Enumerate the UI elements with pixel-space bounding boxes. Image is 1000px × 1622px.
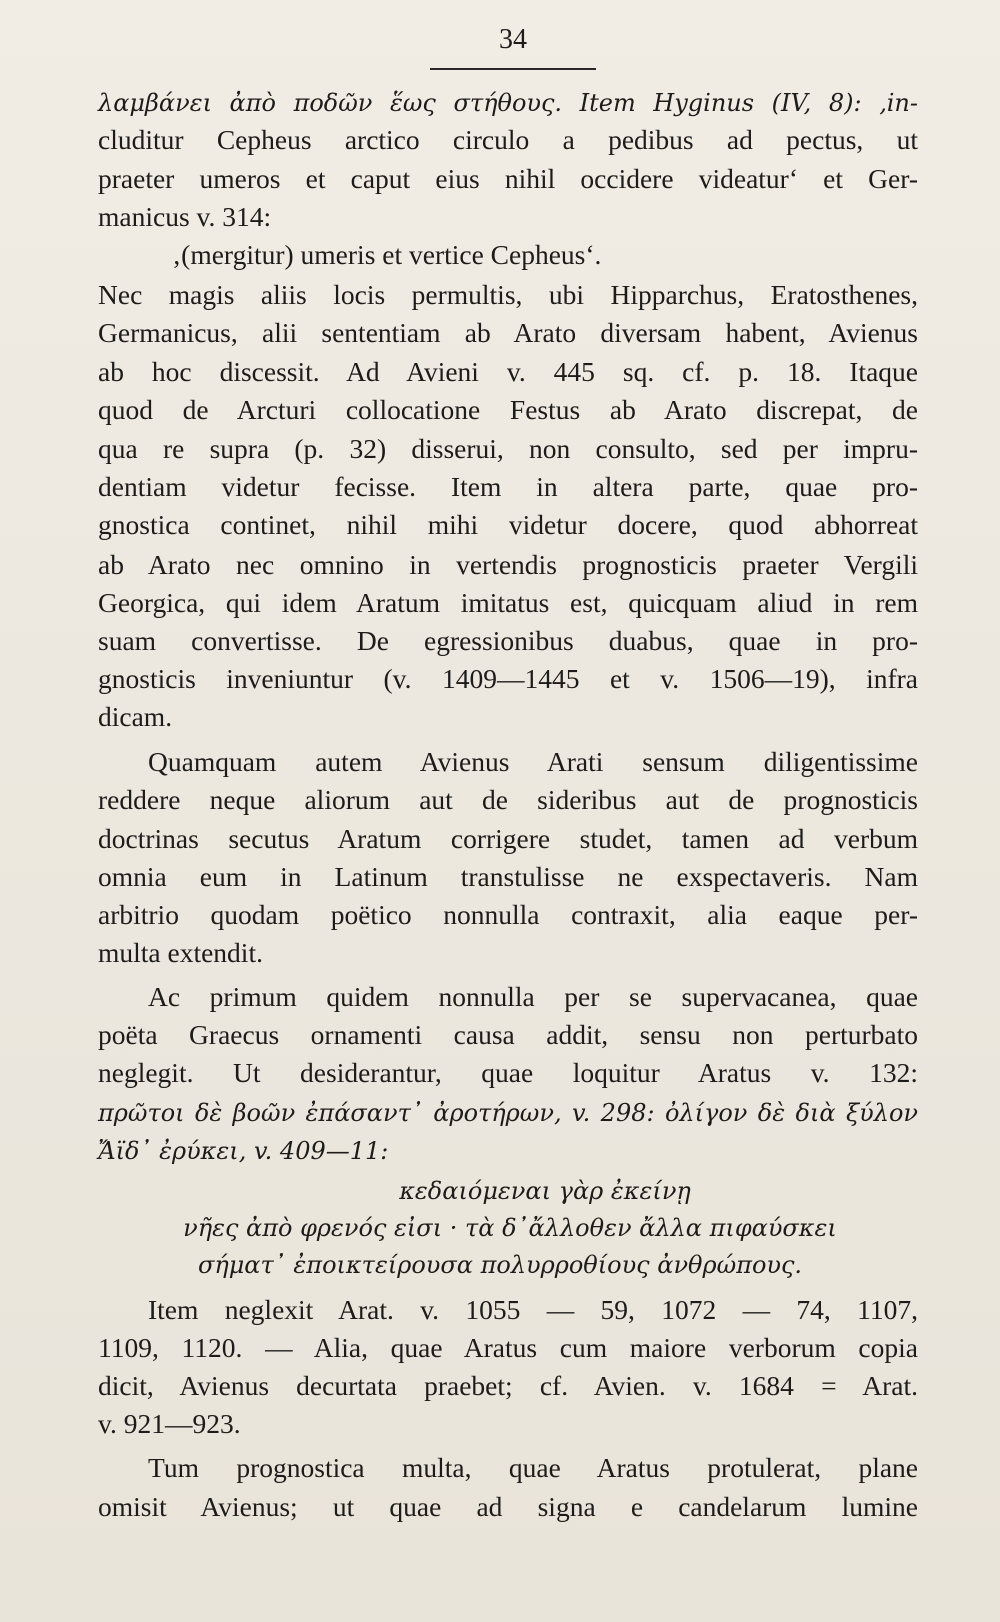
text-line: Quamquam autem Avienus Arati sensum diligentissime <box>148 746 918 777</box>
text-line: cluditur Cepheus arctico circulo a pedibus ad pectus, ut <box>98 124 918 155</box>
text-line: omisit Avienus; ut quae ad signa e candelarum lumine <box>98 1491 918 1522</box>
page-number: 34 <box>499 24 527 55</box>
text-line: ab Arato nec omnino in vertendis prognosticis praeter Vergili <box>98 549 918 580</box>
text-line: κεδαιόμεναι γὰρ ἐκείνῃ <box>399 1177 691 1205</box>
text-line: doctrinas secutus Aratum corrigere studet, tamen ad verbum <box>98 823 918 854</box>
text-line: Nec magis aliis locis permultis, ubi Hipparchus, Eratosthenes, <box>98 279 918 310</box>
text-line: πρῶτοι δὲ βοῶν ἐπάσαντ᾽ ἀροτήρων, v. 298: ὀλίγον δὲ διὰ ξύλον <box>98 1099 918 1127</box>
text-line: Ac primum quidem nonnulla per se supervacanea, quae <box>148 981 918 1012</box>
text-line: gnosticis inveniuntur (v. 1409—1445 et v. 1506—19), infra <box>98 663 918 694</box>
text-line: multa extendit. <box>98 937 263 968</box>
text-line: Georgica, qui idem Aratum imitatus est, quicquam aliud in rem <box>98 587 918 618</box>
text-line: v. 921—923. <box>98 1408 241 1439</box>
header-rule <box>430 68 596 70</box>
text-line: omnia eum in Latinum transtulisse ne exspectaveris. Nam <box>98 861 918 892</box>
text-line: quod de Arcturi collocatione Festus ab Arato discrepat, de <box>98 394 918 425</box>
text-line: σήματ᾽ ἐποικτείρουσα πολυρροθίους ἀνθρώπους. <box>197 1251 803 1279</box>
text-line: νῆες ἀπὸ φρενός εἰσι · τὰ δ᾽ἄλλοθεν ἄλλα πιφαύσκει <box>183 1214 837 1242</box>
text-line: Item neglexit Arat. v. 1055 — 59, 1072 — 74, 1107, <box>148 1294 918 1325</box>
text-line: dicam. <box>98 701 173 732</box>
text-line: arbitrio quodam poëtico nonnulla contraxit, alia eaque per- <box>98 899 918 930</box>
text-line: reddere neque aliorum aut de sideribus aut de prognosticis <box>98 784 918 815</box>
text-line: suam convertisse. De egressionibus duabus, quae in pro- <box>98 625 918 656</box>
text-line: praeter umeros et caput eius nihil occidere videatur‘ et Ger- <box>98 163 918 194</box>
text-line: Ἄϊδ᾽ ἐρύκει, v. 409—11: <box>98 1137 389 1165</box>
text-line: Tum prognostica multa, quae Aratus protulerat, plane <box>148 1452 918 1483</box>
text-line: 1109, 1120. — Alia, quae Aratus cum maiore verborum copia <box>98 1332 918 1363</box>
text-line: ‚(mergitur) umeris et vertice Cepheus‘. <box>172 239 602 270</box>
text-line: λαμβάνει ἀπὸ ποδῶν ἕως στήθους. Item Hyginus (IV, 8): ‚in- <box>98 89 918 117</box>
text-line: qua re supra (p. 32) disserui, non consulto, sed per impru- <box>98 433 918 464</box>
text-line: neglegit. Ut desiderantur, quae loquitur Aratus v. 132: <box>98 1057 918 1088</box>
text-line: dicit, Avienus decurtata praebet; cf. Avien. v. 1684 = Arat. <box>98 1370 918 1401</box>
text-line: poëta Graecus ornamenti causa addit, sensu non perturbato <box>98 1019 918 1050</box>
text-line: gnostica continet, nihil mihi videtur docere, quod abhorreat <box>98 509 918 540</box>
text-line: ab hoc discessit. Ad Avieni v. 445 sq. cf. p. 18. Itaque <box>98 356 918 387</box>
text-line: Germanicus, alii sententiam ab Arato diversam habent, Avienus <box>98 317 918 348</box>
text-line: manicus v. 314: <box>98 201 272 232</box>
text-line: dentiam videtur fecisse. Item in altera parte, quae pro- <box>98 471 918 502</box>
